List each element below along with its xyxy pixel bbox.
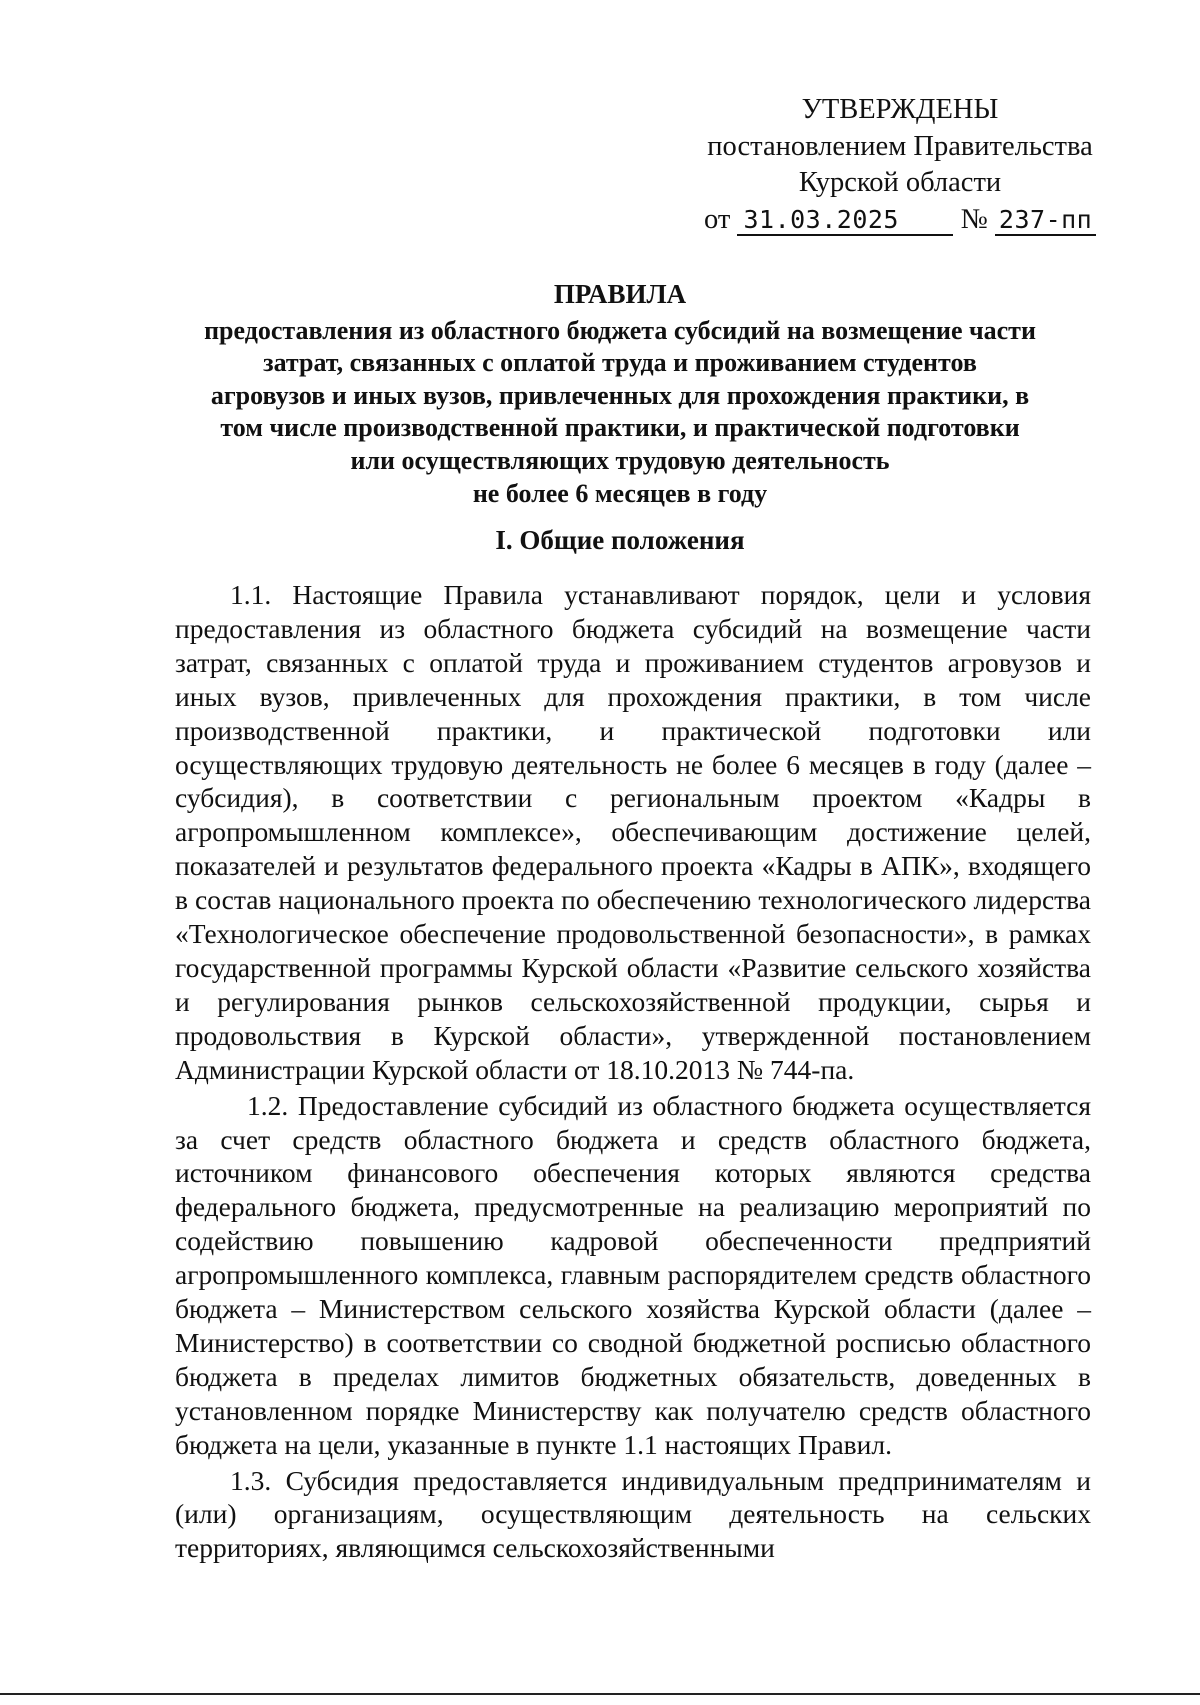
number-prefix: № <box>960 203 988 235</box>
title-heading: ПРАВИЛА <box>553 279 687 309</box>
title-line-5: или осуществляющих трудовую деятельность <box>350 445 890 475</box>
approval-stamp <box>690 92 1110 238</box>
scan-edge-line <box>0 1693 1200 1695</box>
date-prefix: от <box>704 203 731 235</box>
approval-number: 237-пп <box>995 206 1096 236</box>
section-title: I. Общие положения <box>495 525 745 555</box>
title-line-6: не более 6 месяцев в году <box>472 478 768 508</box>
approval-heading: УТВЕРЖДЕНЫ <box>801 94 999 125</box>
title-line-3: агровузов и иных вузов, привлеченных для прохождения практики, в <box>210 380 1030 410</box>
approval-line-2: Курской области <box>798 167 1002 198</box>
approval-line-1: постановлением Правительства <box>707 130 1093 162</box>
document-body <box>175 578 1091 1565</box>
paragraph-1-3: 1.3. Субсидия предоставляется индивидуальным предпринимателям и (или) организациям, осуществляющим деятельность на сельских территориях, являющимся сельскохозяйственными <box>175 1464 1091 1564</box>
approval-date: 31.03.2025 <box>737 206 953 236</box>
approval-date-number <box>690 202 1110 239</box>
document-title <box>150 278 1090 510</box>
paragraph-1-1: 1.1. Настоящие Правила устанавливают порядок, цели и условия предоставления из областного бюджета субсидий на возмещение части затрат, связанных с оплатой труда и проживанием студентов агровузов и иных вузов, привлеченных для прохождения практики, в том числе производственной практики, и практической подготовки или осуществляющих трудовую деятельность не более 6 месяцев в году (далее – субсидия), в соответствии с региональным проектом «Кадры в агропромышленном комплексе», обеспечивающим достижение целей, показателей и результатов федерального проекта «Кадры в АПК», входящего в состав национального проекта по обеспечению технологического лидерства «Технологическое обеспечение продовольственной безопасности», в рамках государственной программы Курской области «Развитие сельского хозяйства и регулирования рынков сельскохозяйственной продукции, сырья и продовольствия в Курской области», утвержденной постановлением Администрации Курской области от 18.10.2013 № 744-па. <box>175 579 1091 1085</box>
paragraph-1-2: 1.2. Предоставление субсидий из областного бюджета осуществляется за счет средств областного бюджета и средств областного бюджета, источником финансового обеспечения которых являются средства федерального бюджета, предусмотренные на реализацию мероприятий по содействию повышению кадровой обеспеченности предприятий агропромышленного комплекса, главным распорядителем средств областного бюджета – Министерством сельского хозяйства Курской области (далее – Министерство) в соответствии со сводной бюджетной росписью областного бюджета в пределах лимитов бюджетных обязательств, доведенных в установленном порядке Министерству как получателю средств областного бюджета на цели, указанные в пункте 1.1 настоящих Правил. <box>175 1089 1091 1460</box>
title-line-4: том числе производственной практики, и практической подготовки <box>220 413 1020 443</box>
title-line-2: затрат, связанных с оплатой труда и проживанием студентов <box>263 348 977 378</box>
title-line-1: предоставления из областного бюджета субсидий на возмещение части <box>204 315 1036 345</box>
